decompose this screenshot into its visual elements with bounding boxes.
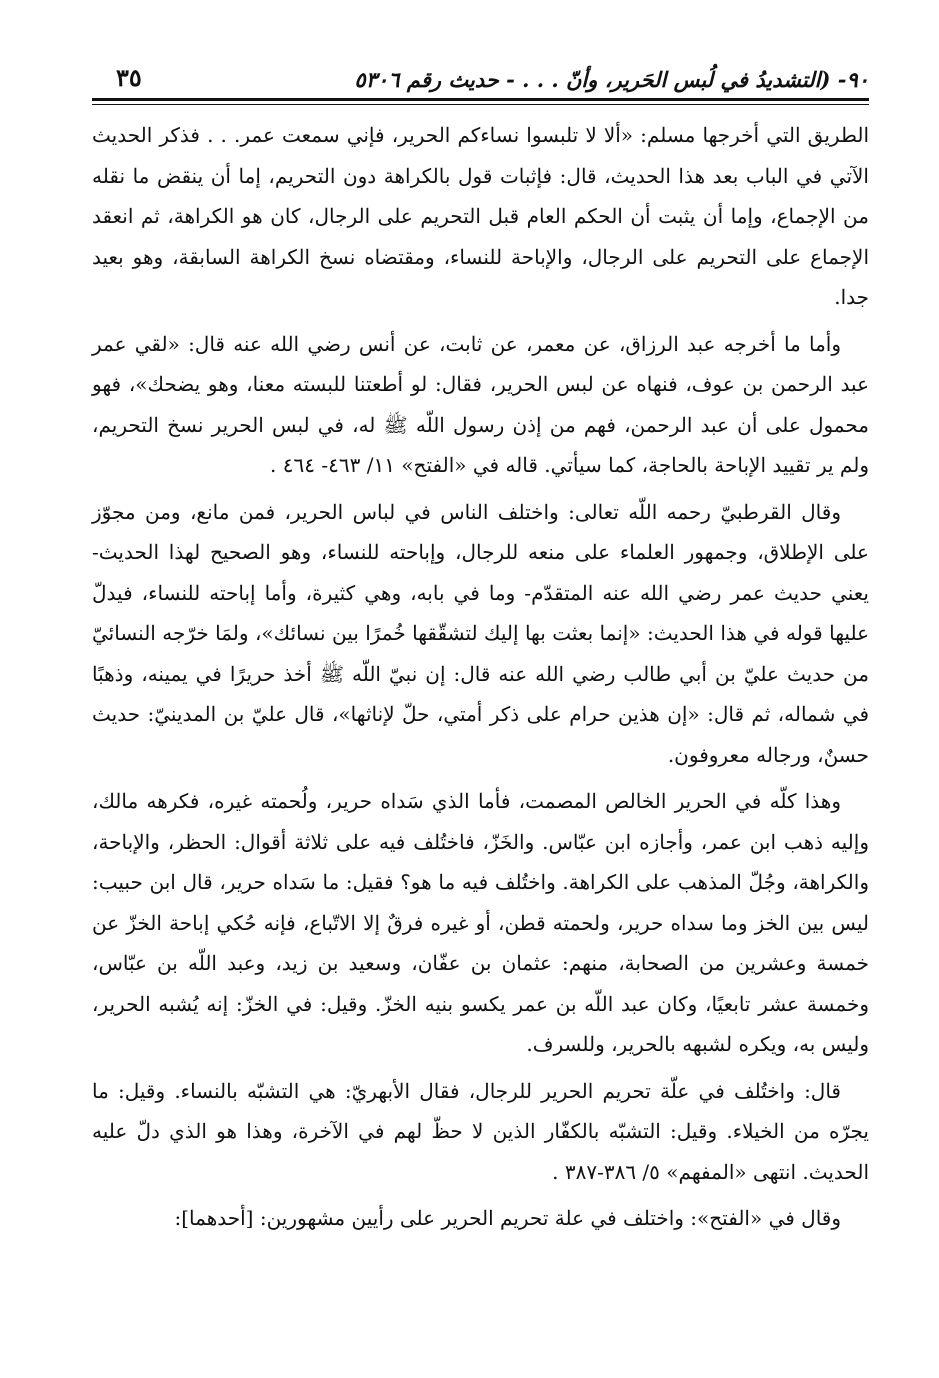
page-header bbox=[92, 52, 869, 92]
paragraph: وقال في «الفتح»: واختلف في علة تحريم الحرير على رأيين مشهورين: [أحدهما]: bbox=[174, 1206, 841, 1230]
paragraph: الطريق التي أخرجها مسلم: «ألا لا تلبسوا نساءكم الحرير، فإني سمعت عمر. . . فذكر الحديث الآتي في الباب بعد هذا الحديث، قال: فإثبات قول بالكراهة دون التحريم، إما أن ينقض ما نقله من الإجماع، وإما أن يثبت أن الحكم العام قبل التحريم على الرجال، كان هو الكراهة، ثم انعقد الإجماع على التحريم على الرجال، والإباحة للنساء، ومقتضاه نسخ الكراهة السابقة، وهو بعيد جدا. bbox=[92, 123, 869, 309]
paragraph: وقال القرطبيّ رحمه اللّه تعالى: واختلف الناس في لباس الحرير، فمن مانع، ومن مجوّز على الإطلاق، وجمهور العلماء على منعه للرجال، وإباحته للنساء، وهو الصحيح لهذا الحديث- يعني حديث عمر رضي الله عنه المتقدّم- وما في بابه، وهي كثيرة، وأما إباحته للنساء، فيدلّ عليها قوله في هذا الحديث: «إنما بعثت بها إليك لتشقّقها خُمرًا بين نسائك»، ولمَا خرّجه النسائيّ من حديث عليّ بن أبي طالب رضي الله عنه قال: إن نبيّ اللّه ﷺ أخذ حريرًا في يمينه، وذهبًا في شماله، ثم قال: «إن هذين حرام على ذكر أمتي، حلّ لإناثها»، قال عليّ بن المدينيّ: حديث حسنٌ، ورجاله معروفون. bbox=[92, 499, 869, 767]
running-title: ٩٠- (التشديدُ في لُبس الحَرير، وأنّ . . . - حديث رقم ٥٣٠٦ bbox=[354, 67, 869, 92]
paragraph: وأما ما أخرجه عبد الرزاق، عن معمر، عن ثابت، عن أنس رضي الله عنه قال: «لقي عمر عبد الرحمن بن عوف، فنهاه عن لبس الحرير، فقال: لو أطعتنا للبسته معنا، وهو يضحك»، فهو محمول على أن عبد الرحمن، فهم من إذن رسول اللّه ﷺ له، في لبس الحرير نسخ التحريم، ولم ير تقييد الإباحة بالحاجة، كما سيأتي. قاله في «الفتح» ١١/ ٤٦٣- ٤٦٤ . bbox=[92, 331, 869, 477]
paragraph: قال: واختُلف في علّة تحريم الحرير للرجال، فقال الأبهريّ: هي التشبّه بالنساء. وقيل: ما يجرّه من الخيلاء. وقيل: التشبّه بالكفّار الذين لا حظّ لهم في الآخرة، وهذا هو الذي دلّ عليه الحديث. انتهى «المفهم» ٥/ ٣٨٦-٣٨٧ . bbox=[92, 1078, 869, 1184]
header-rule-thick bbox=[92, 98, 869, 101]
header-rule-thin bbox=[92, 104, 869, 105]
page-number: ٣٥ bbox=[116, 63, 142, 92]
body-text bbox=[92, 115, 869, 1239]
paragraph: وهذا كلّه في الحرير الخالص المصمت، فأما الذي سَداه حرير، ولُحمته غيره، فكرهه مالك، وإليه ذهب ابن عمر، وأجازه ابن عبّاس. والخَزّ، فاختُلف فيه على ثلاثة أقوال: الحظر، والإباحة، والكراهة، وجُلّ المذهب على الكراهة. واختُلف فيه ما هو؟ فقيل: ما سَداه حرير، قال ابن حبيب: ليس بين الخز وما سداه حرير، ولحمته قطن، أو غيره فرقٌ إلا الاتّباع، فإنه حُكي إباحة الخزّ عن خمسة وعشرين من الصحابة، منهم: عثمان بن عفّان، وسعيد بن زيد، وعبد اللّه بن عبّاس، وخمسة عشر تابعيًا، وكان عبد اللّه بن عمر يكسو بنيه الخزّ. وقيل: في الخزّ: إنه يُشبه الحرير، وليس به، ويكره لشبهه بالحرير، وللسرف. bbox=[92, 789, 869, 1056]
